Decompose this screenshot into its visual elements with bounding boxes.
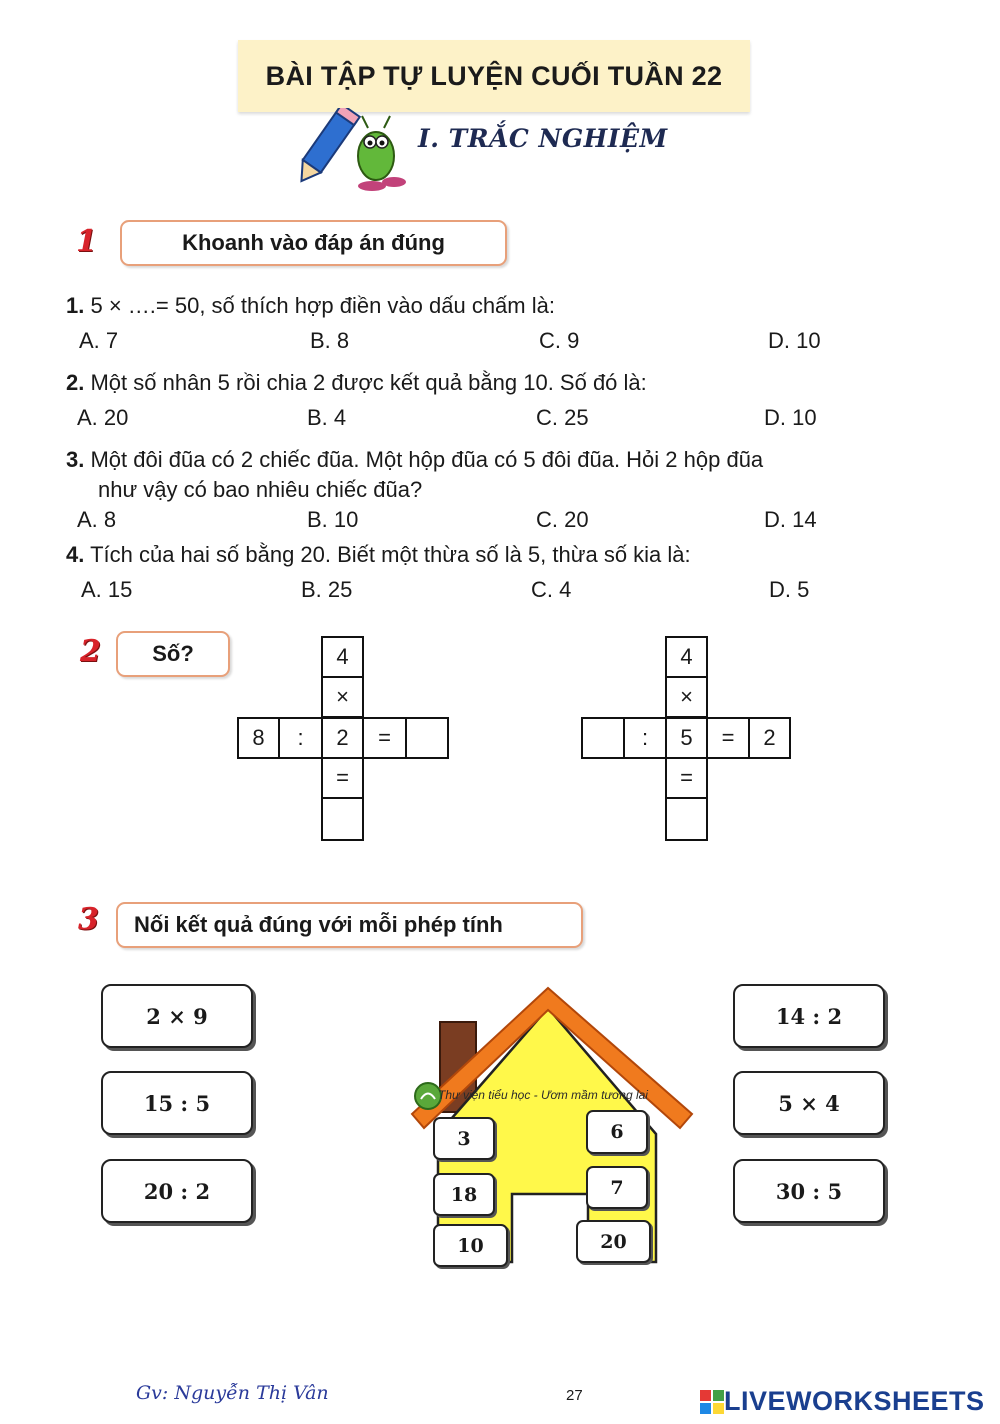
q2-option-d[interactable]: D. 10: [764, 405, 817, 430]
puzzle2-divide-cell: :: [623, 717, 667, 759]
right-operation-1[interactable]: 14 : 2: [733, 984, 885, 1048]
teacher-signature: Gv: Nguyễn Thị Vân: [136, 1382, 329, 1404]
left-operation-2[interactable]: 15 : 5: [101, 1071, 253, 1135]
q3-option-a[interactable]: A. 8: [77, 507, 117, 532]
section2-label: Số?: [116, 631, 230, 677]
house-number-4[interactable]: 7: [586, 1166, 648, 1209]
house-number-3[interactable]: 18: [433, 1173, 495, 1216]
section1-number: 1: [76, 224, 97, 259]
house-banner-text: Thư viện tiểu học - Ươm mầm tương lai: [438, 1088, 648, 1102]
house-number-2[interactable]: 6: [586, 1110, 648, 1154]
puzzle1-times-cell: ×: [321, 676, 364, 718]
house-number-5[interactable]: 10: [433, 1224, 508, 1267]
liveworksheets-brand[interactable]: [700, 1386, 985, 1417]
q3-option-b[interactable]: B. 10: [307, 507, 359, 532]
puzzle1-equals-cell: =: [362, 717, 407, 759]
puzzle2-equals-cell: =: [706, 717, 750, 759]
q2-option-b[interactable]: B. 4: [307, 405, 347, 430]
puzzle1-equals-vertical-cell: =: [321, 757, 364, 799]
brand-text: LIVEWORKSHEETS: [724, 1386, 985, 1416]
section3-number: 3: [78, 902, 99, 937]
puzzle2-center-cell: 5: [665, 717, 708, 759]
q2-option-a[interactable]: A. 20: [77, 405, 129, 430]
puzzle2-right-cell: 2: [748, 717, 791, 759]
puzzle2-answer-bottom-input[interactable]: [665, 797, 708, 841]
house-number-1[interactable]: 3: [433, 1117, 495, 1160]
puzzle1-answer-bottom-input[interactable]: [321, 797, 364, 841]
section1-label: Khoanh vào đáp án đúng: [120, 220, 507, 266]
puzzle2-answer-left-input[interactable]: [581, 717, 625, 759]
puzzle2-equals-vertical-cell: =: [665, 757, 708, 799]
q1-option-c[interactable]: C. 9: [539, 328, 580, 353]
puzzle1-answer-right-input[interactable]: [405, 717, 449, 759]
question-4: 4. Tích của hai số bằng 20. Biết một thừa số là 5, thừa số kia là:: [66, 542, 691, 567]
q1-option-a[interactable]: A. 7: [79, 328, 119, 353]
puzzle1-center-cell: 2: [321, 717, 364, 759]
q4-option-c[interactable]: C. 4: [531, 577, 572, 602]
right-operation-3[interactable]: 30 : 5: [733, 1159, 885, 1223]
q3-option-c[interactable]: C. 20: [536, 507, 589, 532]
q3-option-d[interactable]: D. 14: [764, 507, 817, 532]
question-1: 1. 5 × ….= 50, số thích hợp điền vào dấu chấm là:: [66, 293, 555, 318]
puzzle2-times-cell: ×: [665, 676, 708, 718]
q1-option-b[interactable]: B. 8: [310, 328, 350, 353]
q4-option-b[interactable]: B. 25: [301, 577, 353, 602]
house-number-6[interactable]: 20: [576, 1220, 651, 1263]
q4-option-d[interactable]: D. 5: [769, 577, 810, 602]
left-operation-3[interactable]: 20 : 2: [101, 1159, 253, 1223]
section3-label: Nối kết quả đúng với mỗi phép tính: [116, 902, 583, 948]
puzzle1-top-cell: 4: [321, 636, 364, 678]
q4-option-a[interactable]: A. 15: [81, 577, 133, 602]
q1-option-d[interactable]: D. 10: [768, 328, 821, 353]
section2-number: 2: [80, 634, 101, 669]
q2-option-c[interactable]: C. 25: [536, 405, 589, 430]
page-number: 27: [566, 1387, 583, 1404]
puzzle1-divide-cell: :: [278, 717, 323, 759]
liveworksheets-logo-icon: [700, 1390, 724, 1414]
pencil-mascot-icon: [298, 108, 413, 193]
question-2: 2. Một số nhân 5 rồi chia 2 được kết quả bằng 10. Số đó là:: [66, 370, 647, 395]
puzzle2-top-cell: 4: [665, 636, 708, 678]
puzzle1-left-cell: 8: [237, 717, 280, 759]
worksheet-title: BÀI TẬP TỰ LUYỆN CUỐI TUẦN 22: [238, 40, 750, 112]
question-3-continuation: như vậy có bao nhiêu chiếc đũa?: [98, 477, 423, 502]
left-operation-1[interactable]: 2 × 9: [101, 984, 253, 1048]
right-operation-2[interactable]: 5 × 4: [733, 1071, 885, 1135]
question-3: 3. Một đôi đũa có 2 chiếc đũa. Một hộp đũa có 5 đôi đũa. Hỏi 2 hộp đũa: [66, 447, 764, 472]
section-heading-multiple-choice: I. TRẮC NGHIỆM: [418, 124, 668, 153]
